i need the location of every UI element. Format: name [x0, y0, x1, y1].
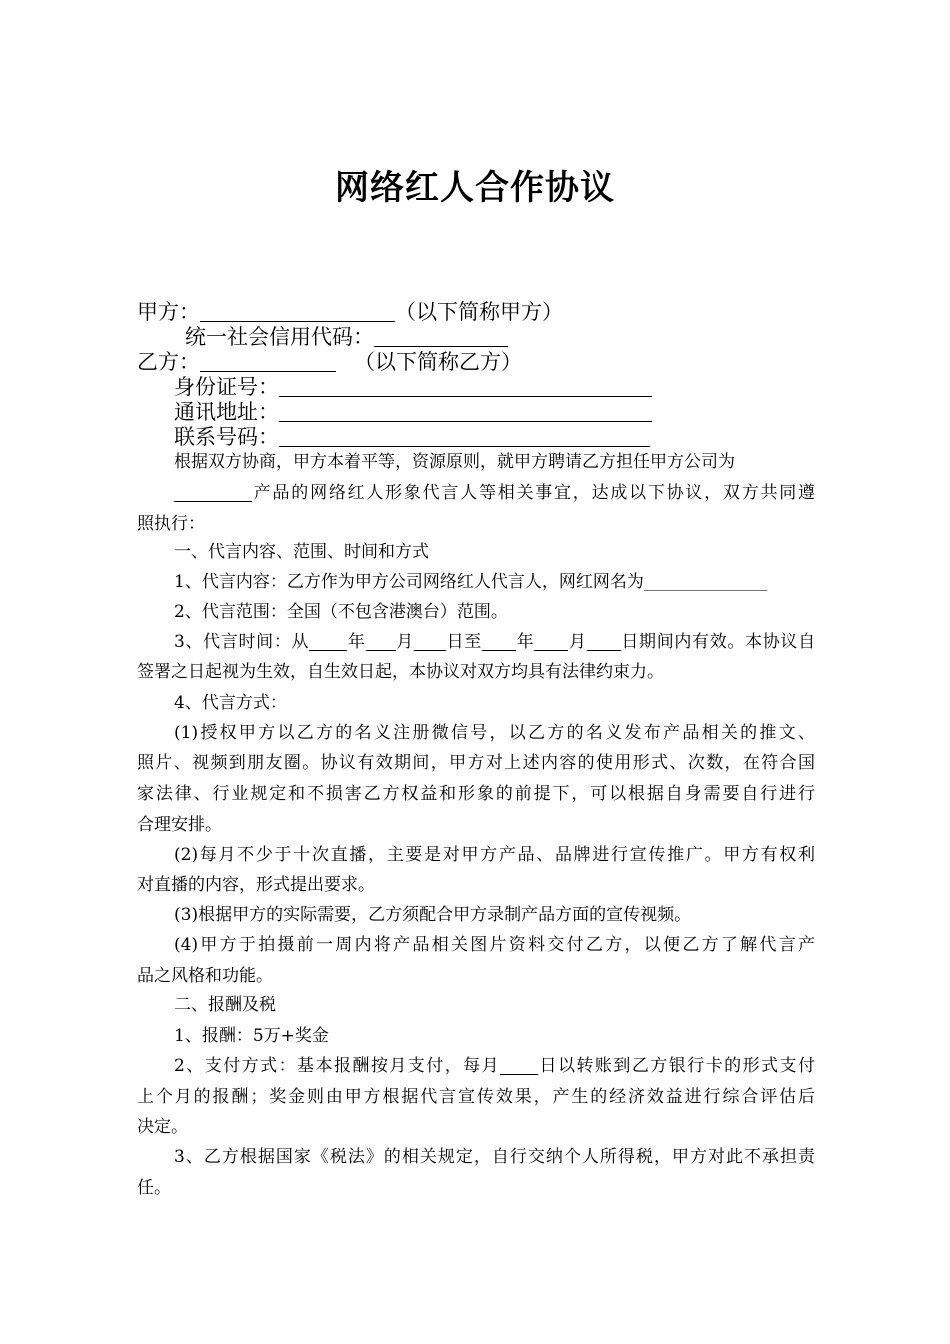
id-number-label: 身份证号： — [174, 375, 279, 399]
credit-code-label: 统一社会信用代码： — [185, 325, 374, 349]
party-b-blank[interactable] — [200, 351, 336, 372]
clause-1-4-4-line-2: 品之风格和功能。 — [137, 966, 273, 986]
clause-2-2-line-1: 2、支付方式：基本报酬按月支付，每月 日以转账到乙方银行卡的形式支付 — [174, 1056, 815, 1076]
address-label: 通讯地址： — [174, 400, 279, 424]
clause-1-2: 2、代言范围：全国（不包含港澳台）范围。 — [174, 602, 508, 622]
clause-2-2-line-2: 上个月的报酬；奖金则由甲方根据代言宣传效果，产生的经济效益进行综合评估后 — [137, 1087, 815, 1107]
credit-code-line — [185, 325, 508, 350]
payment-day-blank[interactable] — [500, 1055, 538, 1075]
internet-name-blank[interactable] — [644, 571, 767, 591]
section-2-heading: 二、报酬及税 — [174, 995, 276, 1015]
id-number-blank[interactable] — [279, 376, 652, 397]
clause-1-4-4-line-1: (4)甲方于拍摄前一周内将产品相关图片资料交付乙方，以便乙方了解代言产 — [174, 935, 815, 955]
end-year-blank[interactable] — [482, 631, 516, 651]
clause-1-3-line-1: 3、代言时间：从 年 月 日至 年 月 日期间内有效。本协议自 — [174, 632, 816, 652]
intro-line-3: 照执行： — [137, 514, 205, 534]
party-b-label: 乙方： — [137, 350, 200, 374]
party-a-blank[interactable] — [200, 301, 395, 322]
clause-1-4: 4、代言方式： — [174, 693, 287, 713]
start-year-blank[interactable] — [309, 631, 347, 651]
clause-1-4-3: (3)根据甲方的实际需要，乙方须配合甲方录制产品方面的宣传视频。 — [174, 905, 692, 925]
start-month-blank[interactable] — [366, 631, 396, 651]
clause-1-4-1-line-2: 照片、视频到朋友圈。协议有效期间，甲方对上述内容的使用形式、次数，在符合国 — [137, 753, 815, 773]
clause-1-4-2-line-1: (2)每月不少于十次直播，主要是对甲方产品、品牌进行宣传推广。甲方有权利 — [174, 845, 815, 865]
clause-1-4-1-line-4: 合理安排。 — [137, 815, 222, 835]
clause-2-1: 1、报酬：5万+奖金 — [174, 1026, 329, 1046]
clause-1-1: 1、代言内容：乙方作为甲方公司网络红人代言人，网红网名为 — [137, 567, 815, 598]
credit-code-blank[interactable] — [374, 326, 508, 347]
section-1-heading: 一、代言内容、范围、时间和方式 — [174, 542, 429, 562]
party-a-suffix: （以下简称甲方） — [395, 300, 563, 324]
clause-1-3-line-2: 签署之日起视为生效，自生效日起，本协议对双方均具有法律约束力。 — [137, 662, 664, 682]
clause-1-4-1-line-1: (1)授权甲方以乙方的名义注册微信号，以乙方的名义发布产品相关的推文、 — [174, 723, 815, 743]
start-day-blank[interactable] — [414, 631, 446, 651]
intro-line-1: 根据双方协商，甲方本着平等，资源原则，就甲方聘请乙方担任甲方公司为 — [174, 452, 735, 472]
id-number-line — [174, 375, 652, 400]
intro-line-2: 产品的网络红人形象代言人等相关事宜，达成以下协议，双方共同遵 — [137, 478, 815, 509]
clause-2-3-line-1: 3、乙方根据国家《税法》的相关规定，自行交纳个人所得税，甲方对此不承担责 — [174, 1147, 815, 1167]
product-name-blank[interactable] — [174, 482, 252, 502]
party-b-suffix: （以下简称乙方） — [354, 350, 522, 374]
clause-2-3-line-2: 任。 — [137, 1178, 171, 1198]
phone-blank[interactable] — [279, 426, 650, 447]
clause-1-4-1-line-3: 家法律、行业规定和不损害乙方权益和形象的前提下，可以根据自身需要自行进行 — [137, 784, 815, 804]
end-day-blank[interactable] — [587, 631, 621, 651]
end-month-blank[interactable] — [534, 631, 568, 651]
address-blank[interactable] — [279, 401, 652, 422]
phone-label: 联系号码： — [174, 425, 279, 449]
party-b-line — [137, 350, 522, 375]
clause-1-4-2-line-2: 对直播的内容，形式提出要求。 — [137, 875, 375, 895]
party-a-label: 甲方： — [137, 300, 200, 324]
address-line — [174, 400, 652, 425]
clause-2-2-line-3: 决定。 — [137, 1117, 188, 1137]
party-a-line — [137, 300, 563, 325]
document-title: 网络红人合作协议 — [335, 168, 615, 208]
